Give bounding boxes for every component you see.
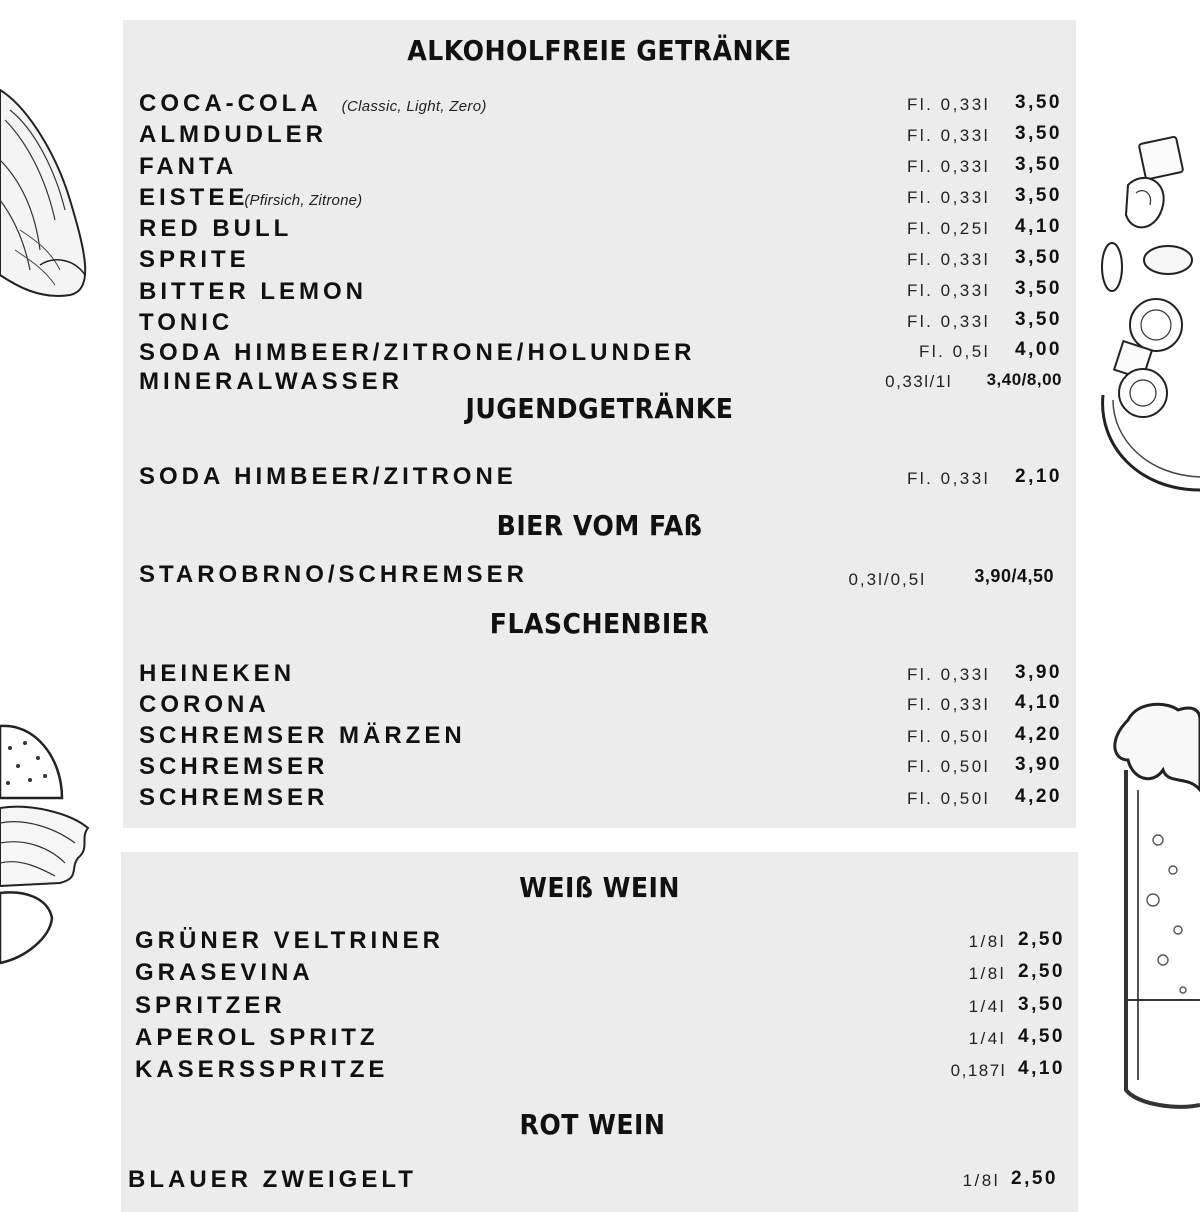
menu-item-size: 0,3l/0,5l [848,570,926,589]
menu-item-price: 4,20 [1015,724,1062,745]
menu-item-name: SPRITZER [135,992,286,1019]
menu-item-size: Fl. 0,50l [907,757,990,776]
menu-item-price: 3,50 [1015,309,1062,330]
menu-item-price: 4,50 [1018,1026,1065,1047]
menu-item-size: Fl. 0,50l [907,789,990,808]
menu-item-name: BITTER LEMON [139,278,367,305]
menu-item-name: GRÜNER VELTRINER [135,927,444,954]
menu-item-size: Fl. 0,50l [907,727,990,746]
menu-item-name: SCHREMSER [139,784,329,811]
menu-item-size: Fl. 0,33l [907,95,990,114]
menu-item-size: Fl. 0,33l [907,665,990,684]
menu-item-size: Fl. 0,25l [907,219,990,238]
menu-item-size: Fl. 0,5l [918,342,990,361]
menu-item-size: 1/8l [962,1171,1000,1190]
menu-item-size: Fl. 0,33l [907,695,990,714]
menu-item-name: SODA HIMBEER/ZITRONE [139,463,517,490]
menu-item-price: 2,50 [1018,929,1065,950]
menu-item-name: RED BULL [139,215,293,242]
menu-item-size: 1/4l [968,997,1006,1016]
menu-item-size: Fl. 0,33l [907,250,990,269]
menu-item-price: 3,90 [1015,662,1062,683]
menu-item-price: 4,10 [1015,216,1062,237]
section-heading-rot-wein: ROT WEIN [519,1108,666,1141]
menu-item-size: Fl. 0,33l [907,126,990,145]
menu-item-name: SPRITE [139,246,250,273]
menu-item-name: FANTA [139,153,238,180]
menu-item-name: APEROL SPRITZ [135,1024,379,1051]
menu-item-note: (Classic, Light, Zero) [341,98,487,115]
menu-item-price: 3,90/4,50 [974,566,1054,586]
menu-item-price: 2,10 [1015,466,1062,487]
menu-item-price: 3,50 [1015,154,1062,175]
meat-sketch-icon [0,80,100,300]
menu-item-note: (Pfirsich, Zitrone) [244,192,363,209]
menu-item-size: 1/8l [968,964,1006,983]
menu-item-name: TONIC [139,309,234,336]
menu-item-price: 3,50 [1015,92,1062,113]
menu-item-name: SCHREMSER [139,753,329,780]
section-heading-flaschenbier: FLASCHENBIER [489,607,710,640]
section-heading-bier-vom-fass: BIER VOM FAß [496,509,703,542]
section-heading-alkoholfreie: ALKOHOLFREIE GETRÄNKE [407,34,792,67]
menu-item-size: 0,33l/1l [885,372,952,391]
menu-item-name: CORONA [139,691,270,718]
menu-item-name: BLAUER ZWEIGELT [128,1166,417,1193]
section-heading-jugendgetraenke: JUGENDGETRÄNKE [465,392,734,425]
menu-item-price: 3,90 [1015,754,1062,775]
menu-item-size: Fl. 0,33l [907,157,990,176]
menu-item-price: 3,50 [1015,247,1062,268]
menu-item-size: 0,187l [950,1061,1006,1080]
menu-item-price: 3,50 [1018,994,1065,1015]
menu-item-size: Fl. 0,33l [907,188,990,207]
menu-item-name: EISTEE(Pfirsich, Zitrone) [139,184,363,211]
menu-item-name: GRASEVINA [135,959,314,986]
menu-item-size: 1/4l [968,1029,1006,1048]
menu-item-name: SODA HIMBEER/ZITRONE/HOLUNDER [139,339,696,366]
burger-sketch-icon [0,718,95,968]
menu-item-size: Fl. 0,33l [907,281,990,300]
menu-item-name: KASERSSPRITZE [135,1056,389,1083]
menu-item-price: 3,50 [1015,185,1062,206]
menu-item-price: 3,40/8,00 [986,370,1062,389]
menu-item-price: 4,20 [1015,786,1062,807]
section-heading-weiss-wein: WEIß WEIN [519,871,680,904]
menu-item-price: 2,50 [1018,961,1065,982]
salad-bowl-sketch-icon [1098,125,1200,505]
menu-item-price: 3,50 [1015,123,1062,144]
menu-item-size: Fl. 0,33l [907,469,990,488]
menu-item-price: 3,50 [1015,278,1062,299]
menu-item-name: HEINEKEN [139,660,296,687]
menu-item-size: 1/8l [968,932,1006,951]
drinks-panel [123,20,1076,828]
menu-item-price: 4,10 [1015,692,1062,713]
menu-item-name: SCHREMSER MÄRZEN [139,722,466,749]
menu-item-name: STAROBRNO/SCHREMSER [139,561,528,588]
menu-item-price: 2,50 [1011,1168,1058,1189]
menu-item-name: ALMDUDLER [139,121,327,148]
menu-item-size: Fl. 0,33l [907,312,990,331]
menu-item-name: MINERALWASSER [139,368,404,395]
wine-panel [121,852,1078,1212]
menu-item-price: 4,10 [1018,1058,1065,1079]
menu-item-name: COCA-COLA (Classic, Light, Zero) [139,90,487,117]
menu-item-price: 4,00 [1015,339,1062,360]
beer-mug-sketch-icon [1108,700,1200,1120]
